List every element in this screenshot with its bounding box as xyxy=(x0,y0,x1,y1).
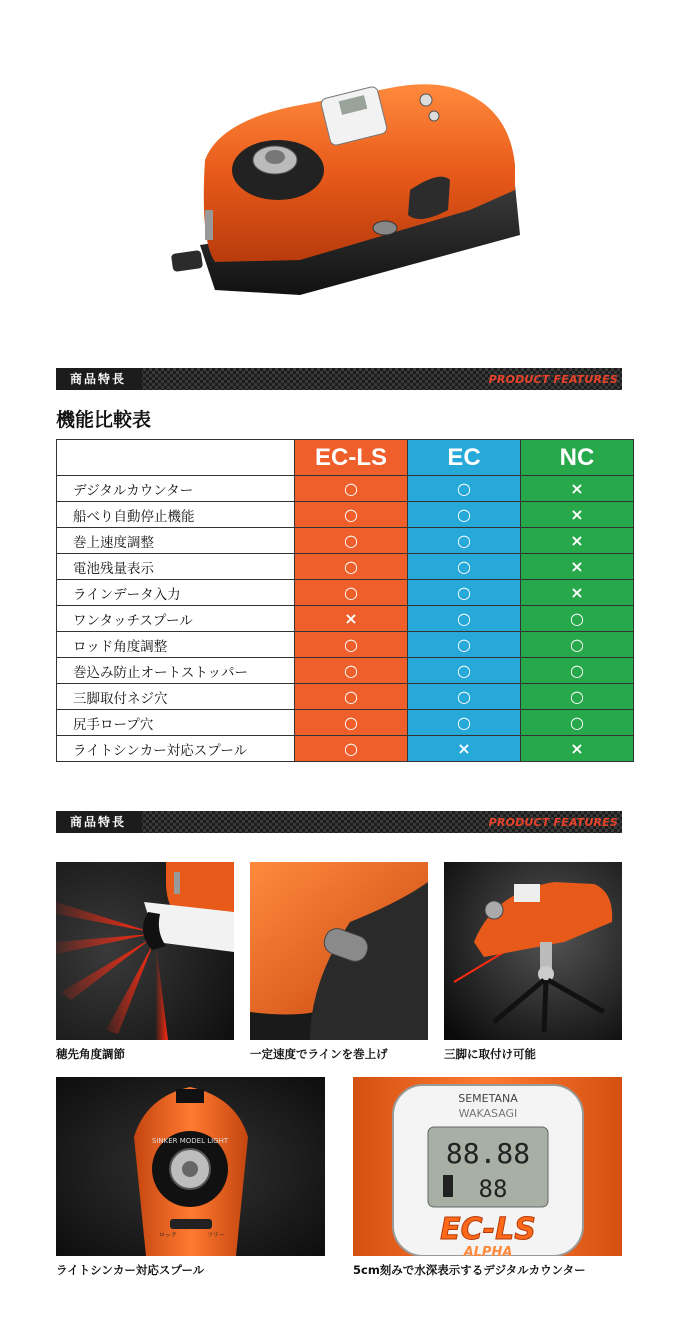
reel-free-label: フリー xyxy=(207,1232,225,1239)
spool-ring-text: SINKER MODEL LIGHT xyxy=(151,1137,229,1145)
feature-name-cell: 巻上速度調整 xyxy=(57,528,295,554)
table-row xyxy=(57,684,634,710)
section-banner-features-2 xyxy=(56,811,622,833)
availability-mark: ○ xyxy=(295,476,408,502)
availability-mark: ○ xyxy=(295,658,408,684)
availability-mark: ○ xyxy=(295,502,408,528)
availability-mark: ○ xyxy=(295,580,408,606)
feature-caption-speed: 一定速度でラインを巻上げ xyxy=(250,1047,388,1061)
table-corner-cell xyxy=(57,440,295,476)
availability-mark: ○ xyxy=(408,684,521,710)
availability-mark: ○ xyxy=(521,632,634,658)
feature-name-cell: 電池残量表示 xyxy=(57,554,295,580)
table-row xyxy=(57,710,634,736)
counter-brand-1: SEMETANA xyxy=(458,1092,518,1105)
column-header-nc: NC xyxy=(521,440,634,476)
availability-mark: × xyxy=(521,528,634,554)
availability-mark: ○ xyxy=(295,710,408,736)
availability-mark: ○ xyxy=(408,658,521,684)
availability-mark: × xyxy=(521,476,634,502)
availability-mark: ○ xyxy=(408,502,521,528)
feature-name-cell: ラインデータ入力 xyxy=(57,580,295,606)
table-row xyxy=(57,580,634,606)
feature-name-cell: 尻手ロープ穴 xyxy=(57,710,295,736)
column-header-ec: EC xyxy=(408,440,521,476)
availability-mark: × xyxy=(521,502,634,528)
availability-mark: ○ xyxy=(408,476,521,502)
feature-caption-tripod: 三脚に取付け可能 xyxy=(444,1047,536,1061)
availability-mark: × xyxy=(408,736,521,762)
feature-name-cell: 巻込み防止オートストッパー xyxy=(57,658,295,684)
section-banner-features xyxy=(56,368,622,390)
availability-mark: × xyxy=(521,554,634,580)
section-title-en: PRODUCT FEATURES xyxy=(488,815,618,829)
availability-mark: ○ xyxy=(408,606,521,632)
counter-digits-top: 88.88 xyxy=(445,1137,531,1170)
table-row xyxy=(57,528,634,554)
feature-name-cell: 船べり自動停止機能 xyxy=(57,502,295,528)
counter-logo: EC-LS xyxy=(440,1212,536,1247)
feature-photo-counter xyxy=(353,1077,622,1256)
counter-logo-sub: ALPHA xyxy=(463,1245,513,1256)
comparison-heading: 機能比較表 xyxy=(56,409,152,431)
table-row xyxy=(57,554,634,580)
table-row xyxy=(57,736,634,762)
availability-mark: ○ xyxy=(295,684,408,710)
feature-photo-speed xyxy=(250,862,428,1040)
availability-mark: × xyxy=(521,580,634,606)
availability-mark: × xyxy=(295,606,408,632)
column-header-ec-ls: EC-LS xyxy=(295,440,408,476)
table-row xyxy=(57,658,634,684)
availability-mark: ○ xyxy=(521,606,634,632)
feature-photo-spool xyxy=(56,1077,325,1256)
table-row xyxy=(57,632,634,658)
comparison-table xyxy=(56,439,634,762)
reel-lock-label: ロック xyxy=(159,1232,177,1239)
availability-mark: ○ xyxy=(408,528,521,554)
comparison-table-body xyxy=(57,476,634,762)
feature-photo-tripod xyxy=(444,862,622,1040)
feature-name-cell: 三脚取付ネジ穴 xyxy=(57,684,295,710)
feature-name-cell: ワンタッチスプール xyxy=(57,606,295,632)
feature-name-cell: ロッド角度調整 xyxy=(57,632,295,658)
section-title-jp: 商品特長 xyxy=(56,811,142,833)
table-row xyxy=(57,476,634,502)
availability-mark: ○ xyxy=(295,554,408,580)
availability-mark: ○ xyxy=(408,710,521,736)
feature-caption-spool: ライトシンカー対応スプール xyxy=(56,1263,205,1277)
section-title-en: PRODUCT FEATURES xyxy=(488,372,618,386)
counter-digits-bottom: 88 xyxy=(478,1175,508,1203)
availability-mark: ○ xyxy=(408,580,521,606)
availability-mark: ○ xyxy=(295,528,408,554)
hero-product-image xyxy=(0,0,680,340)
feature-name-cell: ライトシンカー対応スプール xyxy=(57,736,295,762)
feature-caption-counter: 5cm刻みで水深表示するデジタルカウンター xyxy=(353,1263,586,1277)
counter-brand-2: WAKASAGI xyxy=(458,1107,518,1120)
availability-mark: ○ xyxy=(521,658,634,684)
feature-caption-rod-angle: 穂先角度調節 xyxy=(56,1047,125,1061)
availability-mark: ○ xyxy=(408,632,521,658)
comparison-header-row xyxy=(57,440,634,476)
table-row xyxy=(57,502,634,528)
availability-mark: ○ xyxy=(295,736,408,762)
availability-mark: ○ xyxy=(521,684,634,710)
feature-name-cell: デジタルカウンター xyxy=(57,476,295,502)
table-row xyxy=(57,606,634,632)
availability-mark: ○ xyxy=(521,710,634,736)
availability-mark: × xyxy=(521,736,634,762)
section-title-jp: 商品特長 xyxy=(56,368,142,390)
feature-photo-rod-angle xyxy=(56,862,234,1040)
availability-mark: ○ xyxy=(295,632,408,658)
availability-mark: ○ xyxy=(408,554,521,580)
